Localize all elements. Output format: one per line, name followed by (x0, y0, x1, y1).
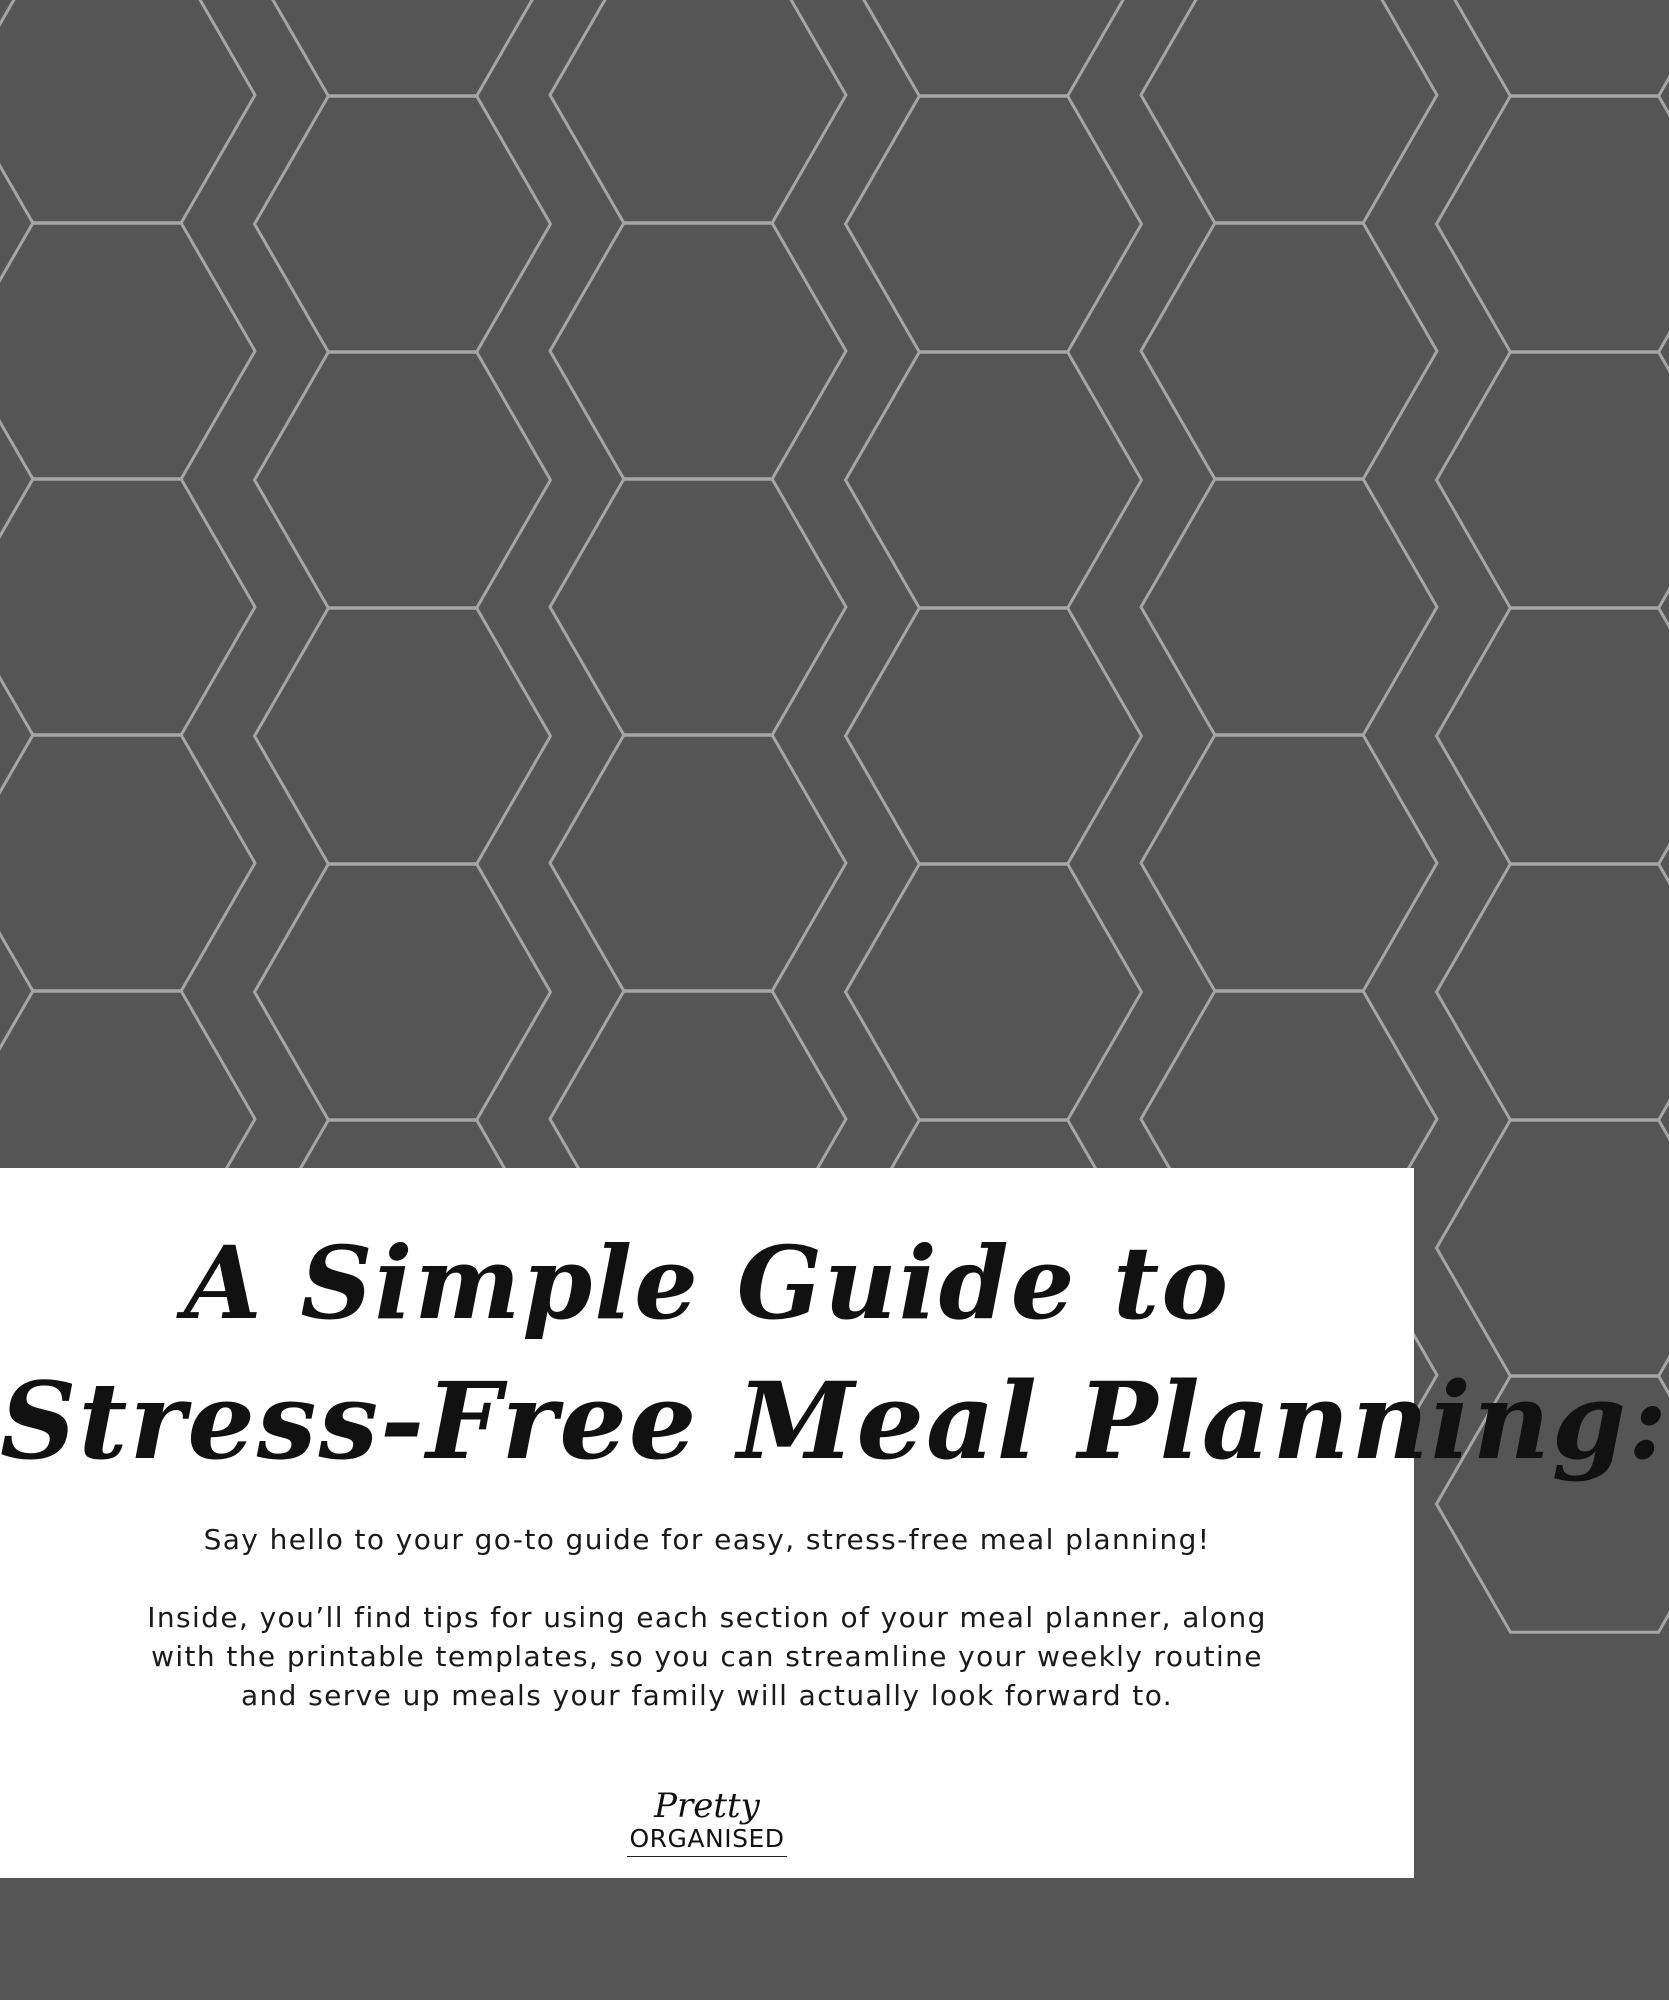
hexagon-tile (846, 0, 1142, 96)
hexagon-pattern-background (0, 0, 1414, 1168)
hexagon-tile (255, 96, 551, 352)
hexagon-pattern (0, 0, 1414, 1168)
hexagon-tile (846, 96, 1142, 352)
hexagon-tile (550, 479, 846, 735)
hexagon-tile (550, 735, 846, 991)
hexagon-tile (550, 0, 846, 223)
hexagon-tile (846, 864, 1142, 1120)
hexagon-tile (846, 608, 1142, 864)
hexagon-tile (255, 864, 551, 1120)
hexagon-tile (1141, 0, 1437, 223)
hexagon-tile (255, 0, 551, 96)
hexagon-tile (0, 223, 255, 479)
hexagon-tile (846, 352, 1142, 608)
cover-text-panel (0, 1168, 1669, 1878)
hexagon-tile (255, 608, 551, 864)
logo-wordmark: ORGANISED (627, 1824, 786, 1857)
hexagon-tile (1437, 864, 1669, 1120)
hexagon-tile (0, 735, 255, 991)
hexagon-tile (1437, 1120, 1669, 1376)
hexagon-tile (0, 479, 255, 735)
cover-intro-text: Say hello to your go-to guide for easy, stress-free meal planning! (203, 1523, 1211, 1556)
hexagon-tile (255, 352, 551, 608)
logo-script-text: Pretty (654, 1786, 760, 1826)
cover-title-line-1: A Simple Guide to (183, 1224, 1231, 1342)
hexagon-tile (1437, 352, 1669, 608)
cover-title-line-2: Stress-Free Meal Planning: (0, 1358, 1669, 1483)
hexagon-tile (1437, 96, 1669, 352)
hexagon-tile (1141, 223, 1437, 479)
hexagon-tile (550, 223, 846, 479)
hexagon-tile (1141, 479, 1437, 735)
cover-body-text: Inside, you’ll find tips for using each section of your meal planner, along with the printable templates, so you can streamline your weekly routine and serve up meals your family will actually look forward to. (147, 1601, 1267, 1712)
hexagon-tile (1437, 608, 1669, 864)
bottom-band (0, 1878, 1414, 2000)
hexagon-tile (1437, 0, 1669, 96)
hexagon-tile (0, 0, 255, 223)
pretty-organised-logo (557, 1788, 857, 1857)
hexagon-tile (1141, 735, 1437, 991)
